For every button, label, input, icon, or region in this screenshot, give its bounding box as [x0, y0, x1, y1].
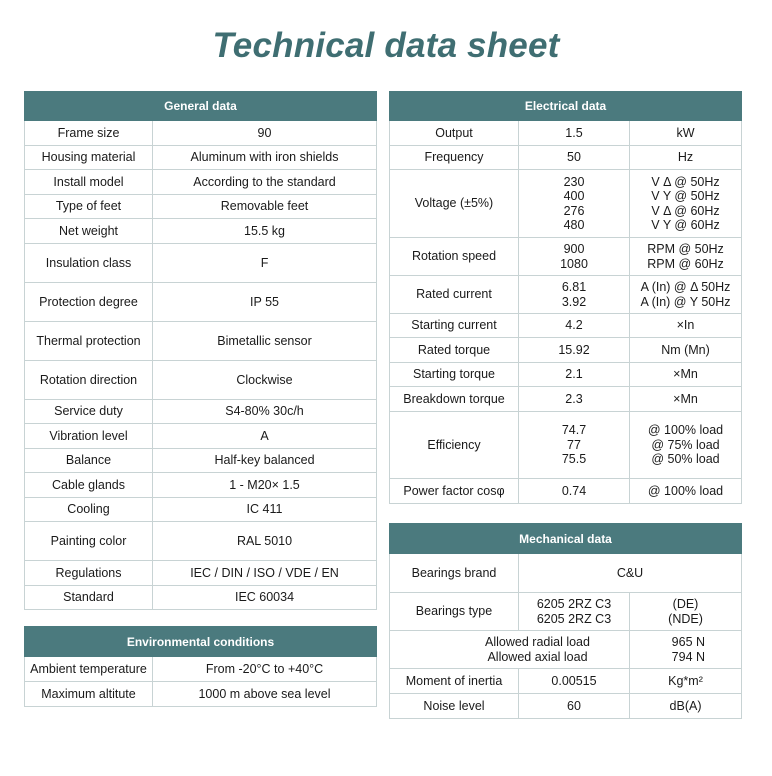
table-row — [25, 195, 377, 219]
row-value: 90 — [153, 121, 377, 146]
voltage-value: 400 — [563, 189, 585, 203]
table-row — [390, 669, 742, 694]
efficiency-unit: @ 75% load — [651, 437, 720, 452]
table-row — [390, 276, 742, 314]
power-factor-unit: @ 100% load — [630, 479, 742, 504]
allowed-radial-load-label: Allowed radial load — [485, 635, 590, 649]
rated-torque-label: Rated torque — [390, 338, 519, 363]
row-label: Painting color — [25, 522, 153, 561]
table-row — [25, 424, 377, 449]
row-value: 1000 m above sea level — [153, 682, 377, 707]
moment-of-inertia-label: Moment of inertia — [390, 669, 519, 694]
table-row — [25, 244, 377, 283]
frequency-unit: Hz — [630, 146, 742, 170]
bearings-type-unit: (DE) — [672, 597, 699, 611]
row-value: From -20°C to +40°C — [153, 657, 377, 682]
row-label: Cable glands — [25, 473, 153, 498]
power-factor-value: 0.74 — [519, 479, 630, 504]
row-label: Type of feet — [25, 195, 153, 219]
voltage-unit: V Y @ 50Hz — [651, 189, 720, 203]
rated-current-value: 6.81 — [561, 280, 587, 294]
table-row — [25, 586, 377, 610]
row-value: RAL 5010 — [153, 522, 377, 561]
table-row — [390, 170, 742, 238]
moment-of-inertia-unit: Kg*m² — [630, 669, 742, 694]
table-row — [25, 400, 377, 424]
row-label: Rotation direction — [25, 361, 153, 400]
starting-torque-label: Starting torque — [390, 363, 519, 387]
rated-torque-value: 15.92 — [519, 338, 630, 363]
row-value: IEC / DIN / ISO / VDE / EN — [153, 561, 377, 586]
table-row — [390, 121, 742, 146]
rotation-speed-label: Rotation speed — [390, 238, 519, 276]
starting-current-unit: ×In — [630, 314, 742, 338]
general-data-header: General data — [25, 92, 377, 121]
general-data-table — [24, 91, 377, 610]
row-value: 15.5 kg — [153, 219, 377, 244]
noise-level-unit: dB(A) — [630, 694, 742, 719]
output-label: Output — [390, 121, 519, 146]
rated-current-value: 3.92 — [561, 294, 587, 309]
bearings-type-value: 6205 2RZ C3 — [536, 597, 612, 611]
table-row — [25, 146, 377, 170]
moment-of-inertia-value: 0.00515 — [519, 669, 630, 694]
bearings-type-value: 6205 2RZ C3 — [536, 611, 612, 626]
row-value: According to the standard — [153, 170, 377, 195]
row-label: Thermal protection — [25, 322, 153, 361]
starting-current-value: 4.2 — [519, 314, 630, 338]
starting-current-label: Starting current — [390, 314, 519, 338]
row-label: Cooling — [25, 498, 153, 522]
table-row — [390, 314, 742, 338]
efficiency-value: 74.7 — [561, 423, 587, 438]
rotation-speed-unit: RPM @ 60Hz — [647, 256, 724, 271]
allowed-load-values — [630, 631, 742, 669]
power-factor-label: Power factor cosφ — [390, 479, 519, 504]
row-value: S4-80% 30c/h — [153, 400, 377, 424]
row-label: Install model — [25, 170, 153, 195]
voltage-values — [519, 170, 630, 238]
table-row — [25, 473, 377, 498]
starting-torque-value: 2.1 — [519, 363, 630, 387]
row-value: F — [153, 244, 377, 283]
table-row — [25, 449, 377, 473]
voltage-unit: V Δ @ 60Hz — [651, 203, 720, 218]
allowed-axial-load-label: Allowed axial load — [487, 649, 588, 664]
table-row — [390, 631, 742, 669]
table-row — [25, 682, 377, 707]
mechanical-data-header: Mechanical data — [390, 524, 742, 554]
table-row — [25, 561, 377, 586]
row-value: IP 55 — [153, 283, 377, 322]
table-row — [25, 498, 377, 522]
table-row — [25, 322, 377, 361]
noise-level-label: Noise level — [390, 694, 519, 719]
row-value: IC 411 — [153, 498, 377, 522]
row-value: Clockwise — [153, 361, 377, 400]
row-label: Standard — [25, 586, 153, 610]
breakdown-torque-label: Breakdown torque — [390, 387, 519, 412]
row-label: Net weight — [25, 219, 153, 244]
row-label: Maximum altitute — [25, 682, 153, 707]
frequency-label: Frequency — [390, 146, 519, 170]
bearings-type-unit: (NDE) — [668, 611, 703, 626]
table-row — [25, 170, 377, 195]
row-value: Bimetallic sensor — [153, 322, 377, 361]
allowed-radial-load-value: 965 N — [671, 635, 706, 649]
row-value: Aluminum with iron shields — [153, 146, 377, 170]
table-row — [25, 657, 377, 682]
efficiency-unit: @ 100% load — [647, 423, 724, 438]
table-row — [390, 412, 742, 479]
row-label: Protection degree — [25, 283, 153, 322]
bearings-brand-value: C&U — [519, 554, 742, 593]
efficiency-values — [519, 412, 630, 479]
row-label: Vibration level — [25, 424, 153, 449]
breakdown-torque-value: 2.3 — [519, 387, 630, 412]
noise-level-value: 60 — [519, 694, 630, 719]
table-row — [390, 694, 742, 719]
rated-current-label: Rated current — [390, 276, 519, 314]
row-value: Half-key balanced — [153, 449, 377, 473]
efficiency-value: 75.5 — [561, 452, 587, 467]
table-row — [390, 338, 742, 363]
bearings-brand-label: Bearings brand — [390, 554, 519, 593]
rated-current-values — [519, 276, 630, 314]
efficiency-label: Efficiency — [390, 412, 519, 479]
table-row — [390, 593, 742, 631]
output-unit: kW — [630, 121, 742, 146]
voltage-value: 276 — [563, 203, 585, 218]
page-title: Technical data sheet — [212, 26, 560, 65]
starting-torque-unit: ×Mn — [630, 363, 742, 387]
breakdown-torque-unit: ×Mn — [630, 387, 742, 412]
table-row — [390, 363, 742, 387]
electrical-data-header: Electrical data — [390, 92, 742, 121]
voltage-label: Voltage (±5%) — [390, 170, 519, 238]
row-label: Frame size — [25, 121, 153, 146]
voltage-unit: V Δ @ 50Hz — [651, 174, 720, 189]
environmental-conditions-table — [24, 626, 377, 707]
row-value: A — [153, 424, 377, 449]
row-label: Service duty — [25, 400, 153, 424]
rotation-speed-value: 1080 — [560, 256, 588, 271]
row-label: Insulation class — [25, 244, 153, 283]
row-value: 1 - M20× 1.5 — [153, 473, 377, 498]
rotation-speed-value: 900 — [563, 242, 585, 256]
rated-current-unit: A (In) @ Δ 50Hz — [640, 280, 731, 294]
table-row — [25, 121, 377, 146]
rated-current-unit: A (In) @ Y 50Hz — [640, 294, 731, 309]
rotation-speed-units — [630, 238, 742, 276]
voltage-value: 480 — [563, 218, 585, 232]
voltage-units — [630, 170, 742, 238]
environmental-conditions-header: Environmental conditions — [25, 627, 377, 657]
row-value: Removable feet — [153, 195, 377, 219]
table-row — [25, 219, 377, 244]
efficiency-value: 77 — [567, 437, 581, 452]
table-row — [25, 283, 377, 322]
allowed-axial-load-value: 794 N — [671, 649, 706, 664]
table-row — [390, 554, 742, 593]
bearings-type-label: Bearings type — [390, 593, 519, 631]
rated-torque-unit: Nm (Mn) — [630, 338, 742, 363]
table-row — [390, 479, 742, 504]
table-row — [390, 387, 742, 412]
mechanical-data-table — [389, 523, 742, 719]
row-label: Balance — [25, 449, 153, 473]
bearings-type-units — [630, 593, 742, 631]
table-row — [25, 361, 377, 400]
bearings-type-values — [519, 593, 630, 631]
table-row — [25, 522, 377, 561]
rotation-speed-values — [519, 238, 630, 276]
output-value: 1.5 — [519, 121, 630, 146]
voltage-unit: V Y @ 60Hz — [651, 218, 720, 232]
rotation-speed-unit: RPM @ 50Hz — [647, 242, 724, 256]
row-value: IEC 60034 — [153, 586, 377, 610]
row-label: Housing material — [25, 146, 153, 170]
allowed-load-labels — [390, 631, 630, 669]
rated-current-units — [630, 276, 742, 314]
voltage-value: 230 — [563, 174, 585, 189]
efficiency-unit: @ 50% load — [651, 452, 720, 467]
frequency-value: 50 — [519, 146, 630, 170]
electrical-data-table — [389, 91, 742, 504]
row-label: Ambient temperature — [25, 657, 153, 682]
efficiency-units — [630, 412, 742, 479]
table-row — [390, 238, 742, 276]
table-row — [390, 146, 742, 170]
row-label: Regulations — [25, 561, 153, 586]
